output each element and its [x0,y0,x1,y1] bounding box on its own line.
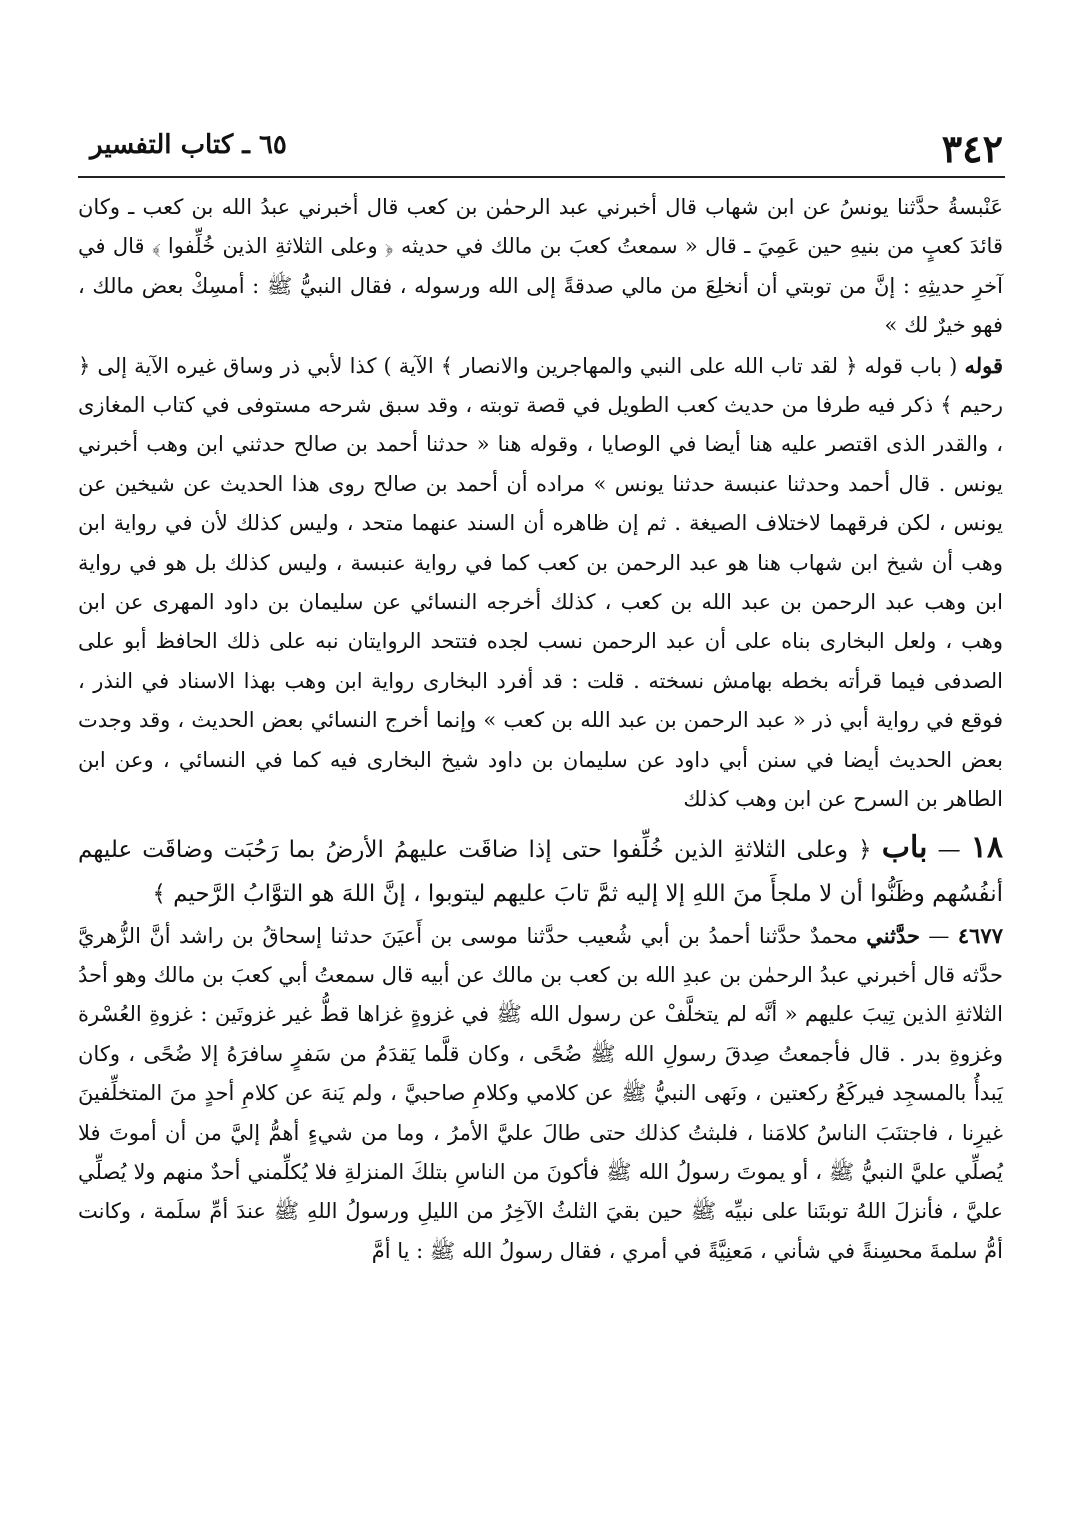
header-rule [78,176,1005,178]
chapter-number: ١٨ [970,829,1003,865]
chapter-bab: باب [881,829,928,865]
page-number: ٣٤٢ [941,126,1003,171]
page-body [78,188,1003,1271]
chapter-heading [78,826,1003,916]
chapter-dash: — [937,836,961,863]
hadith-dash: — [928,923,950,948]
commentary-paragraph [78,346,1003,820]
hadith-paragraph [78,916,1003,1272]
running-head [90,126,1003,170]
commentary-lead: قوله [964,352,1003,378]
intro-paragraph [78,188,1003,346]
running-title: ٦٥ ـ كتاب التفسير [90,130,287,160]
intro-text: عَنْبسةُ حدَّثنا يونسُ عن ابن شهاب قال أخبرني عبد الرحمٰن بن كعب قال أخبرني عبدُ الله بن كعب ـ وكان قائدَ كعبٍ من بنيهِ حين عَمِيَ ـ قال « سمعتُ كعبَ بن مالك في حديثه ﴿ وعلى الثلاثةِ الذين خُلِّفوا ﴾ قال في آخرِ حديثِهِ : إنَّ من توبتي أن أنخلِعَ من مالي صدقةً إلى الله ورسوله ، فقال النبيُّ ﷺ : أمسِكْ بعض مالك ، فهو خيرٌ لك » [78,195,1003,338]
hadith-number: ٤٦٧٧ [957,922,1003,948]
chapter-verse: ﴿ وعلى الثلاثةِ الذين خُلِّفوا حتى إذا ضاقَت عليهمُ الأرضُ بما رَحُبَت وضاقَت عليهم أنفُسُهم وظَنُّوا أن لا ملجأَ منَ اللهِ إلا إليه ثمَّ تابَ عليهم ليتوبوا ، إنَّ اللهَ هو التوَّابُ الرَّحيم ﴾ [78,836,1003,907]
hadith-lead: حدَّثني [866,922,920,948]
hadith-text: محمدٌ حدَّثنا أحمدُ بن أبي شُعيب حدَّثنا موسى بن أَعيَنَ حدثنا إسحاقُ بن راشد أنَّ الزُّهريَّ حدَّثه قال أخبرني عبدُ الرحمٰن بن عبدِ الله بن كعب بن مالك عن أبيه قال سمعتُ أبي كعبَ بن مالك وهو أحدُ الثلاثةِ الذين تِيبَ عليهم « أنَّه لم يتخلَّفْ عن رسول الله ﷺ في غزوةٍ غزاها قطُّ غير غزوتَين : غزوةِ العُسْرة وغزوةِ بدر . قال فأجمعتُ صِدقَ رسولِ الله ﷺ ضُحًى ، وكان قلَّما يَقدَمُ من سَفرٍ سافرَهُ إلا ضُحًى ، وكان يَبدأُ بالمسجِد فيركَعُ ركعتين ، ونَهى النبيُّ ﷺ عن كلامي وكلامِ صاحبيَّ ، ولم يَنهَ عن كلامِ أحدٍ منَ المتخلِّفينَ غيرِنا ، فاجتنَبَ الناسُ كلامَنا ، فلبثتُ كذلك حتى طالَ عليَّ الأمرُ ، وما من شيءٍ أهمُّ إليَّ من أن أموتَ فلا يُصلِّي عليَّ النبيُّ ﷺ ، أو يموتَ رسولُ الله ﷺ فأكونَ من الناسِ بتلكَ المنزلةِ فلا يُكلِّمني أحدٌ منهم ولا يُصلِّي عليَّ ، فأنزلَ اللهُ توبتَنا على نبيِّه ﷺ حين بقيَ الثلثُ الآخِرُ من الليلِ ورسولُ اللهِ ﷺ عندَ أمِّ سلَمة ، وكانت أمُّ سلمةَ محسِنةً في شأني ، مَعنِيَّةً في أمري ، فقال رسولُ الله ﷺ : يا أمَّ [78,923,1003,1263]
commentary-text: ( باب قوله ﴿ لقد تاب الله على النبي والمهاجرين والانصار ﴾ الآية ) كذا لأبي ذر وساق غيره الآية إلى ﴿ رحيم ﴾ ذكر فيه طرفا من حديث كعب الطويل في قصة توبته ، وقد سبق شرحه مستوفى في كتاب المغازى ، والقدر الذى اقتصر عليه هنا أيضا في الوصايا ، وقوله هنا « حدثنا أحمد بن صالح حدثني ابن وهب أخبرني يونس . قال أحمد وحدثنا عنبسة حدثنا يونس » مراده أن أحمد بن صالح روى هذا الحديث عن شيخين عن يونس ، لكن فرقهما لاختلاف الصيغة . ثم إن ظاهره أن السند عنهما متحد ، وليس كذلك لأن في رواية ابن وهب أن شيخ ابن شهاب هنا هو عبد الرحمن بن كعب كما في رواية عنبسة ، وليس كذلك بل هو في رواية ابن وهب عبد الرحمن بن عبد الله بن كعب ، كذلك أخرجه النسائي عن سليمان بن داود المهرى عن ابن وهب ، ولعل البخارى بناه على أن عبد الرحمن نسب لجده فتتحد الروايتان نبه على ذلك الحافظ أبو على الصدفى فيما قرأته بخطه بهامش نسخته . قلت : قد أفرد البخارى رواية ابن وهب بهذا الاسناد في النذر ، فوقع في رواية أبي ذر « عبد الرحمن بن عبد الله بن كعب » وإنما أخرج النسائي بعض الحديث ، وقد وجدت بعض الحديث أيضا في سنن أبي داود عن سليمان بن داود شيخ البخارى فيه كما في النسائي ، وعن ابن الطاهر بن السرح عن ابن وهب كذلك [78,353,1003,812]
